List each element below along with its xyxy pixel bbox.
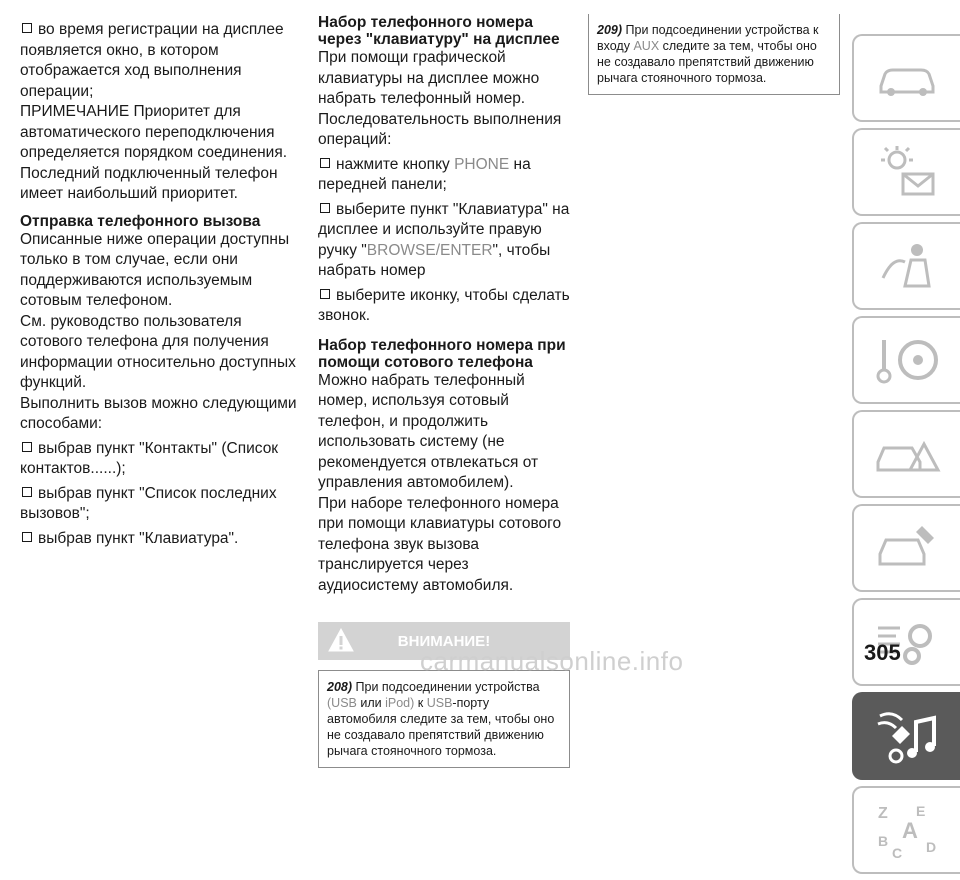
tab-warning-lights[interactable]: [852, 128, 960, 216]
warning-triangle-icon: [328, 628, 354, 652]
tab-start-driving[interactable]: [852, 316, 960, 404]
bullet-box-icon: [320, 289, 330, 299]
column-3: [588, 14, 840, 95]
key-steering-icon: [872, 332, 942, 388]
para-graphic-keyboard: При помощи графической клавиатуры на дисплее можно набрать телефонный номер. Последовательность выполнения операций:: [318, 49, 562, 148]
index-icon: [872, 800, 942, 860]
chapter-tabs: [852, 34, 960, 880]
airbag-icon: [875, 238, 939, 294]
bullet-phone-button: нажмите кнопку PHONE на передней панели;: [318, 155, 531, 193]
note-209: 209) При подсоединении устройства к входу AUX следите за тем, чтобы оно не создавало препятствий движению рычага стояночного тормоза.: [588, 14, 840, 95]
heading-dial-keyboard: Набор телефонного номера через "клавиатуру" на дисплее: [318, 14, 560, 48]
tab-index[interactable]: [852, 786, 960, 874]
car-service-icon: [872, 520, 942, 576]
bullet-box-icon: [22, 532, 32, 542]
tab-multimedia[interactable]: [852, 692, 960, 780]
svg-text:B: B: [878, 833, 889, 849]
heading-send-call: Отправка телефонного вызова: [20, 212, 261, 230]
para-ways: Выполнить вызов можно следующими способами:: [20, 394, 297, 432]
heading-dial-mobile: Набор телефонного номера при помощи сотового телефона: [318, 336, 566, 371]
note-priority: ПРИМЕЧАНИЕ Приоритет для автоматического переподключения определяется порядком соединения. Последний подключенный телефон имеет наибольший приоритет.: [20, 103, 288, 202]
page-number: 305: [864, 640, 901, 665]
tab-maintenance[interactable]: [852, 504, 960, 592]
para-mobile: Можно набрать телефонный номер, используя сотовый телефон, и продолжить использовать систему (не рекомендуется отвлекаться от управления автомобилем).: [318, 371, 539, 491]
bullet-box-icon: [22, 442, 32, 452]
bullet-call-icon: выберите иконку, чтобы сделать звонок.: [318, 286, 570, 324]
bullet-registration: во время регистрации на дисплее появляется окно, в котором отображается ход выполнения операции;: [20, 21, 284, 100]
tab-car[interactable]: [852, 34, 960, 122]
bullet-box-icon: [320, 203, 330, 213]
multimedia-icon: [872, 706, 942, 766]
watermark: carmanualsonline.info: [420, 646, 684, 676]
tab-safety[interactable]: [852, 222, 960, 310]
car-icon: [875, 58, 939, 98]
column-1: [20, 20, 298, 549]
svg-text:C: C: [892, 845, 903, 860]
svg-text:A: A: [902, 818, 918, 843]
bullet-box-icon: [320, 158, 330, 168]
bullet-recent: выбрав пункт "Список последних вызовов";: [20, 484, 277, 522]
bullet-box-icon: [22, 487, 32, 497]
crash-icon: [872, 426, 942, 482]
warning-lights-icon: [875, 144, 939, 200]
para-operations: Описанные ниже операции доступны только в том случае, если они поддерживаются используемым сотовым телефоном.: [20, 230, 290, 309]
note-208: 208) При подсоединении устройства (USB или iPod) к USB-порту автомобиля следите за тем, чтобы оно не создавало препятствий движению рычага стояночного тормоза.: [318, 670, 570, 768]
warning-title: ВНИМАНИЕ!: [397, 632, 491, 650]
para-mobile-audio: При наборе телефонного номера при помощи клавиатуры сотового телефона звук вызова транслируется через аудиосистему автомобиля.: [318, 494, 562, 594]
svg-text:E: E: [916, 803, 926, 819]
tab-emergency[interactable]: [852, 410, 960, 498]
bullet-select-keyboard: выберите пункт "Клавиатура" на дисплее и используйте правую ручку "BROWSE/ENTER", чтобы набрать номер: [318, 200, 570, 279]
bullet-keyboard: выбрав пункт "Клавиатура".: [20, 529, 298, 550]
svg-text:Z: Z: [878, 805, 888, 822]
bullet-contacts: выбрав пункт "Контакты" (Список контактов......);: [20, 439, 279, 477]
bullet-box-icon: [22, 23, 32, 33]
para-manual: См. руководство пользователя сотового телефона для получения информации относительно доступных функций.: [20, 312, 296, 391]
svg-text:D: D: [926, 839, 937, 855]
